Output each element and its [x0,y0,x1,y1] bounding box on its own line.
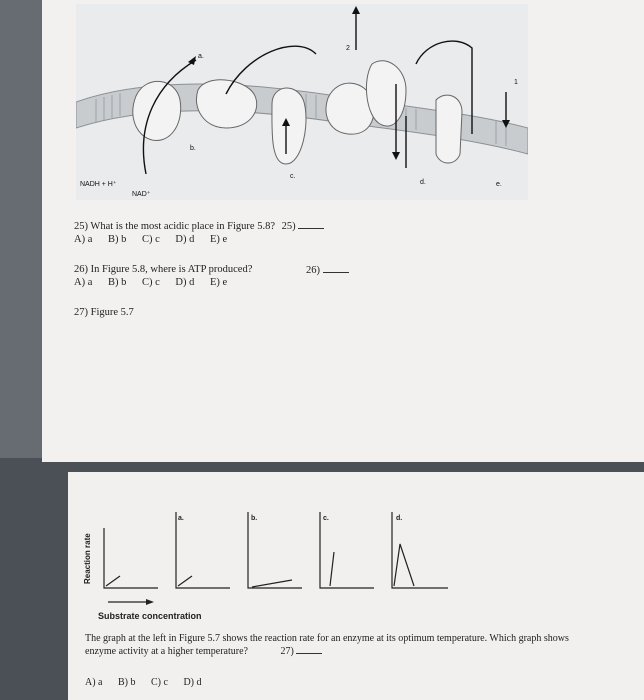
question-27-number: 27) [280,646,294,657]
question-25-text: 25) What is the most acidic place in Figure 5.8? [74,221,276,232]
question-25 [74,220,324,233]
graph-b-axes [248,512,302,588]
label-e: e. [496,181,502,188]
question-27-line-1: The graph at the left in Figure 5.7 shows the reaction rate for an enzyme at its optimum temperature. Which graph shows [85,633,569,644]
graph-a-axes [176,512,230,588]
figure-5-8-membrane-diagram [76,4,528,200]
label-nadh: NADH + H⁺ [80,181,117,188]
q26-option-a[interactable]: A) a [74,277,93,288]
q25-option-e[interactable]: E) e [210,234,228,245]
q27-option-c[interactable]: C) c [151,677,168,688]
question-26 [74,264,252,276]
q26-option-b[interactable]: B) b [108,277,127,288]
question-26-options [74,277,240,289]
question-26-number: 26) [306,265,320,276]
question-27-paragraph [85,632,569,658]
graph-b-curve [252,580,292,587]
graph-a-curve [178,576,192,586]
q27-option-d[interactable]: D) d [183,677,202,688]
figure-5-7-ylabel: Reaction rate [83,533,92,584]
background-left [0,0,42,470]
label-nad: NAD⁺ [132,191,151,198]
graph-d-curve [394,544,414,586]
figure-5-7-xlabel: Substrate concentration [98,611,202,621]
label-1: 1 [514,79,518,86]
q26-option-c[interactable]: C) c [142,277,160,288]
q26-option-d[interactable]: D) d [175,277,195,288]
figure-5-7-graphs [68,472,644,700]
question-25-number: 25) [281,221,296,232]
q25-option-b[interactable]: B) b [108,234,127,245]
graph-c-curve [330,552,334,586]
graph-d-label: d. [396,515,403,522]
label-2: 2 [346,45,350,52]
graph-c-label: c. [323,515,329,522]
question-25-options [74,234,240,246]
worksheet-page-top [42,0,644,462]
graph-d-axes [392,512,448,588]
question-26-answer [306,264,349,277]
worksheet-page-bottom [68,472,644,700]
question-25-blank[interactable] [298,220,324,229]
question-27-blank[interactable] [296,645,322,654]
graph-c-axes [320,512,374,588]
q25-option-c[interactable]: C) c [142,234,160,245]
question-27-options [85,677,215,689]
reference-graph-curve [106,576,120,586]
graph-a-label: a. [178,515,184,522]
question-27-line-2 [85,645,569,658]
reference-graph-axes [104,528,158,588]
q25-option-a[interactable]: A) a [74,234,93,245]
question-27-line-2-text: enzyme activity at a higher temperature? [85,646,248,657]
q27-option-a[interactable]: A) a [85,677,103,688]
q26-option-e[interactable]: E) e [210,277,228,288]
label-c: c. [290,173,296,180]
label-a: a. [198,53,204,60]
q25-option-d[interactable]: D) d [175,234,195,245]
question-26-text: 26) In Figure 5.8, where is ATP produced? [74,264,253,275]
question-27-heading: 27) Figure 5.7 [74,307,134,318]
q27-option-b[interactable]: B) b [118,677,136,688]
label-b: b. [190,145,196,152]
label-d: d. [420,179,426,186]
graph-b-label: b. [251,515,258,522]
question-26-blank[interactable] [323,264,349,273]
